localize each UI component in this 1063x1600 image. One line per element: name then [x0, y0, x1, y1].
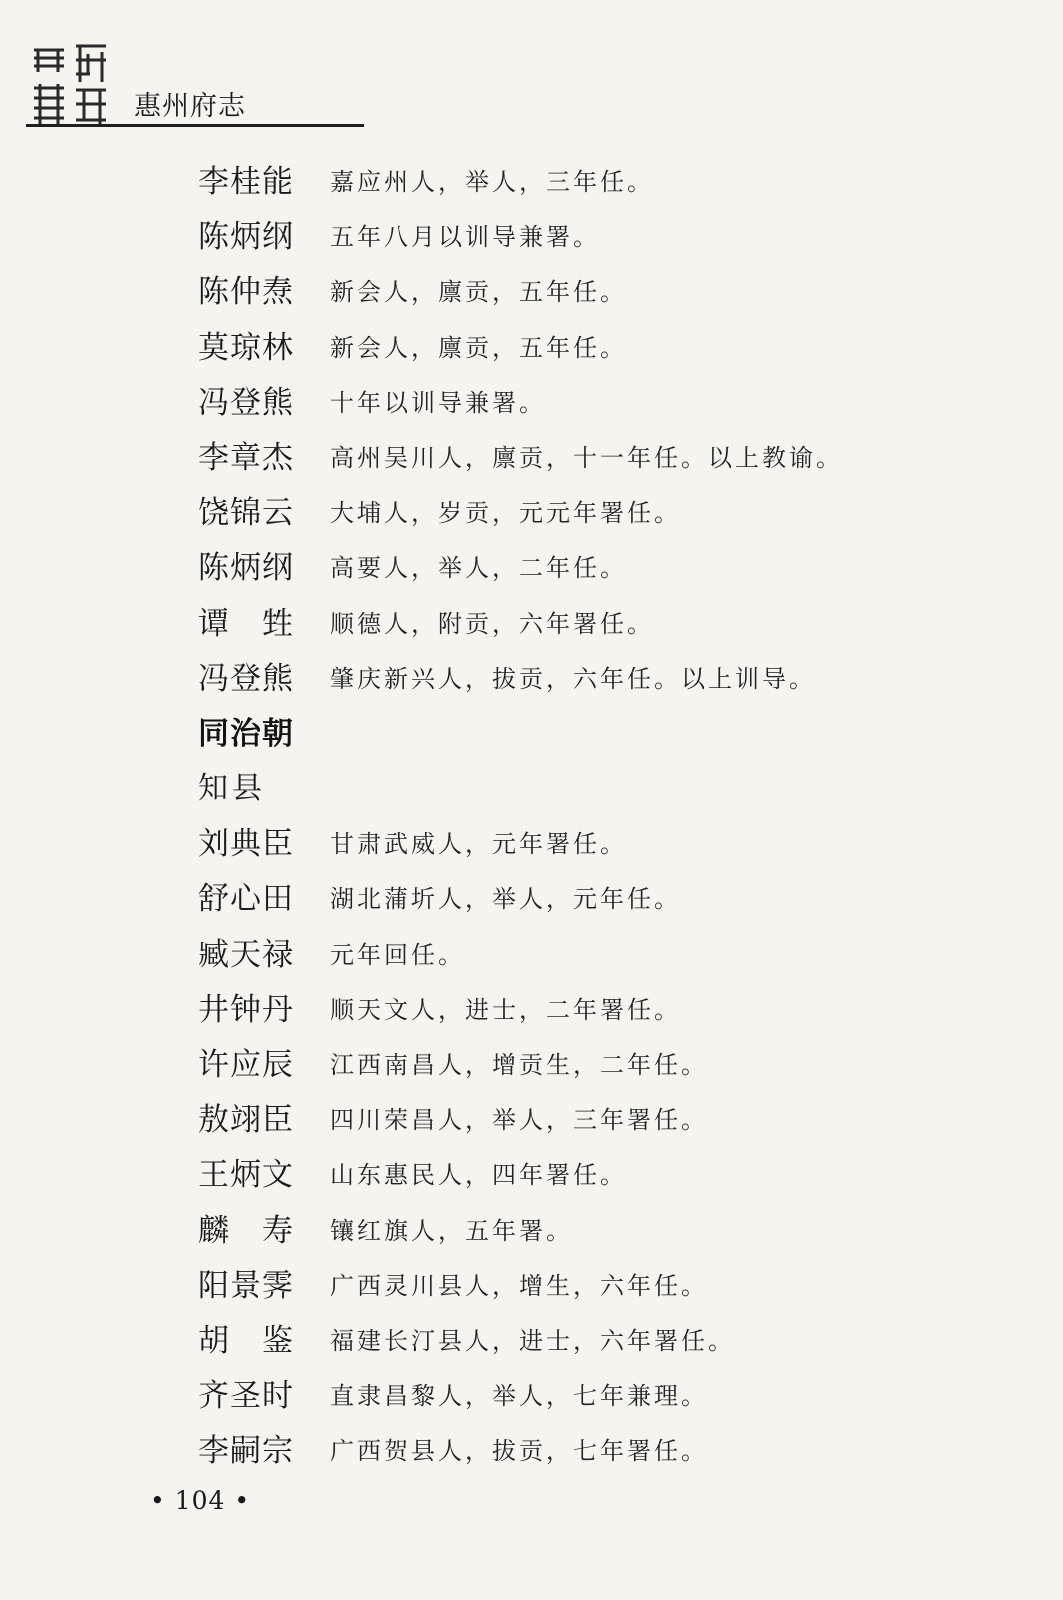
official-name: 臧天禄 — [198, 936, 294, 973]
list-item — [198, 377, 978, 432]
section-heading: 同治朝 — [198, 715, 294, 752]
official-name: 陈仲焘 — [198, 274, 294, 311]
official-description: 肇庆新兴人，拔贡，六年任。以上训导。 — [330, 664, 816, 693]
official-description: 镶红旗人，五年署。 — [330, 1216, 573, 1245]
official-name: 胡 鉴 — [198, 1322, 294, 1359]
official-description: 新会人，廪贡，五年任。 — [330, 278, 627, 307]
official-description: 元年回任。 — [330, 940, 465, 969]
official-name: 莫琼林 — [198, 329, 294, 366]
official-name: 麟 寿 — [198, 1212, 294, 1249]
list-item — [198, 1370, 978, 1425]
subsection-heading: 知县 — [198, 771, 266, 807]
list-item — [198, 1149, 978, 1204]
official-description: 顺德人，附贡，六年署任。 — [330, 609, 654, 638]
official-description: 五年八月以训导兼署。 — [330, 223, 600, 252]
list-item — [198, 1315, 978, 1370]
official-name: 陈炳纲 — [198, 550, 294, 587]
official-description: 新会人，廪贡，五年任。 — [330, 333, 627, 362]
official-name: 许应辰 — [198, 1047, 294, 1083]
official-description: 湖北蒲圻人，举人，元年任。 — [330, 885, 681, 914]
official-name: 陈炳纲 — [198, 219, 294, 256]
official-description: 高州吴川人，廪贡，十一年任。以上教谕。 — [330, 443, 843, 472]
official-name: 舒心田 — [198, 881, 294, 918]
official-roster — [198, 156, 978, 1481]
list-item — [198, 873, 978, 928]
list-item — [198, 1260, 978, 1315]
list-item — [198, 266, 978, 321]
list-item — [198, 653, 978, 708]
list-item — [198, 1094, 978, 1149]
official-name: 冯登熊 — [198, 384, 294, 421]
official-description: 福建长汀县人，进士，六年署任。 — [330, 1326, 735, 1355]
official-description: 大埔人，岁贡，元元年署任。 — [330, 499, 681, 528]
official-description: 广西灵川县人，增生，六年任。 — [330, 1271, 708, 1300]
official-description: 直隶昌黎人，举人，七年兼理。 — [330, 1382, 708, 1411]
section-heading-row — [198, 708, 978, 763]
official-description: 十年以训导兼署。 — [330, 388, 546, 417]
official-name: 李章杰 — [198, 439, 294, 476]
official-name: 齐圣时 — [198, 1378, 294, 1415]
list-item — [198, 929, 978, 984]
list-item — [198, 1039, 978, 1094]
list-item — [198, 211, 978, 266]
official-name: 王炳文 — [198, 1157, 294, 1194]
list-item — [198, 432, 978, 487]
list-item — [198, 984, 978, 1039]
official-name: 谭 甡 — [198, 605, 294, 642]
official-description: 嘉应州人，举人，三年任。 — [330, 168, 654, 196]
official-description: 四川荣昌人，举人，三年署任。 — [330, 1106, 708, 1135]
official-description: 甘肃武威人，元年署任。 — [330, 830, 627, 859]
official-name: 冯登熊 — [198, 660, 294, 697]
list-item — [198, 542, 978, 597]
official-description: 高要人，举人，二年任。 — [330, 554, 627, 583]
official-description: 顺天文人，进士，二年署任。 — [330, 995, 681, 1024]
header-rule — [26, 124, 364, 127]
official-name: 井钟丹 — [198, 991, 294, 1028]
official-name: 阳景霁 — [198, 1267, 294, 1304]
list-item — [198, 487, 978, 542]
official-name: 李嗣宗 — [198, 1433, 294, 1470]
official-description: 山东惠民人，四年署任。 — [330, 1161, 627, 1190]
list-item — [198, 1205, 978, 1260]
subsection-heading-row — [198, 763, 978, 818]
list-item — [198, 156, 978, 211]
list-item — [198, 1425, 978, 1480]
official-name: 李桂能 — [198, 164, 294, 200]
page-number: • 104 • — [150, 1486, 251, 1515]
list-item — [198, 818, 978, 873]
list-item — [198, 322, 978, 377]
official-description: 江西南昌人，增贡生，二年任。 — [330, 1051, 708, 1079]
official-description: 广西贺县人，拔贡，七年署任。 — [330, 1437, 708, 1466]
list-item — [198, 598, 978, 653]
official-name: 敖翊臣 — [198, 1102, 294, 1139]
page-header — [26, 28, 366, 138]
official-name: 饶锦云 — [198, 495, 294, 532]
book-title: 惠州府志 — [134, 91, 246, 122]
seal-stamp-icon — [30, 42, 114, 128]
official-name: 刘典臣 — [198, 826, 294, 863]
